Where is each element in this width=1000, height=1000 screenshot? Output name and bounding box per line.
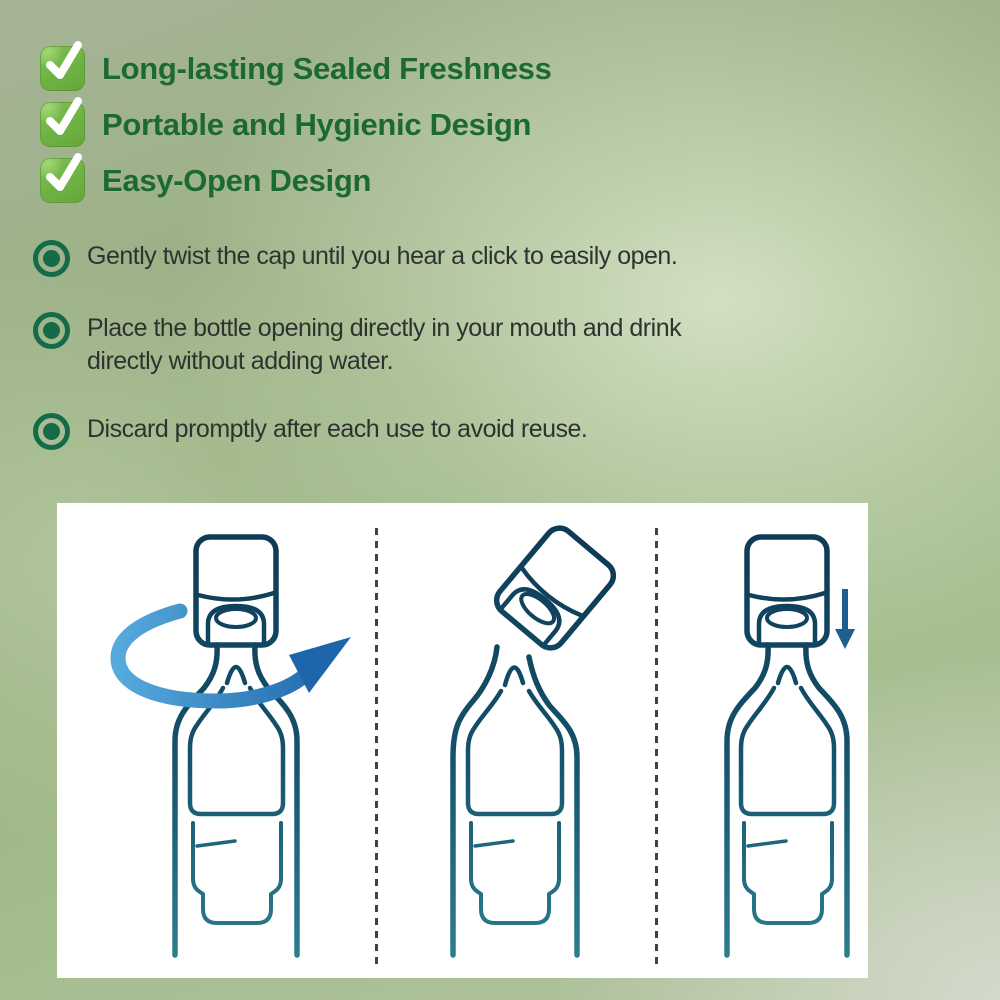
green-checkbox-icon [40, 102, 85, 147]
features-list [40, 46, 552, 214]
step-press-cap [657, 525, 868, 965]
green-checkbox-icon [40, 46, 85, 91]
feature-item [40, 102, 552, 147]
dashed-divider [375, 528, 378, 965]
feature-label: Long-lasting Sealed Freshness [102, 50, 552, 86]
check-mark-icon [42, 95, 84, 141]
instruction-item [33, 312, 681, 378]
bottle-cap-removed [377, 525, 657, 965]
check-mark-icon [42, 39, 84, 85]
twist-arrow-icon [118, 611, 351, 701]
target-bullet-icon [33, 312, 70, 349]
instruction-text: Discard promptly after each use to avoid reuse. [87, 415, 588, 443]
instruction-item [33, 413, 681, 450]
dashed-divider [655, 528, 658, 965]
tilted-cap-icon [491, 525, 619, 654]
feature-label: Portable and Hygienic Design [102, 106, 532, 142]
bottle-twist-cap-arrow [57, 525, 377, 965]
feature-item [40, 46, 552, 91]
target-bullet-icon [33, 240, 70, 277]
step-twist-cap [57, 525, 377, 965]
instruction-text: Gently twist the cap until you hear a click to easily open. [87, 242, 678, 270]
step-remove-cap [377, 525, 657, 965]
feature-item [40, 158, 552, 203]
target-bullet-icon [33, 413, 70, 450]
down-arrow-icon [835, 589, 855, 649]
diagram-panel [57, 503, 868, 978]
check-mark-icon [42, 151, 84, 197]
instructions-list [33, 240, 681, 485]
feature-label: Easy-Open Design [102, 162, 372, 198]
instruction-item [33, 240, 681, 277]
bottle-cap-press-down-arrow [657, 525, 868, 965]
green-checkbox-icon [40, 158, 85, 203]
instruction-text: Place the bottle opening directly in your mouth and drink directly without adding water. [87, 314, 682, 375]
